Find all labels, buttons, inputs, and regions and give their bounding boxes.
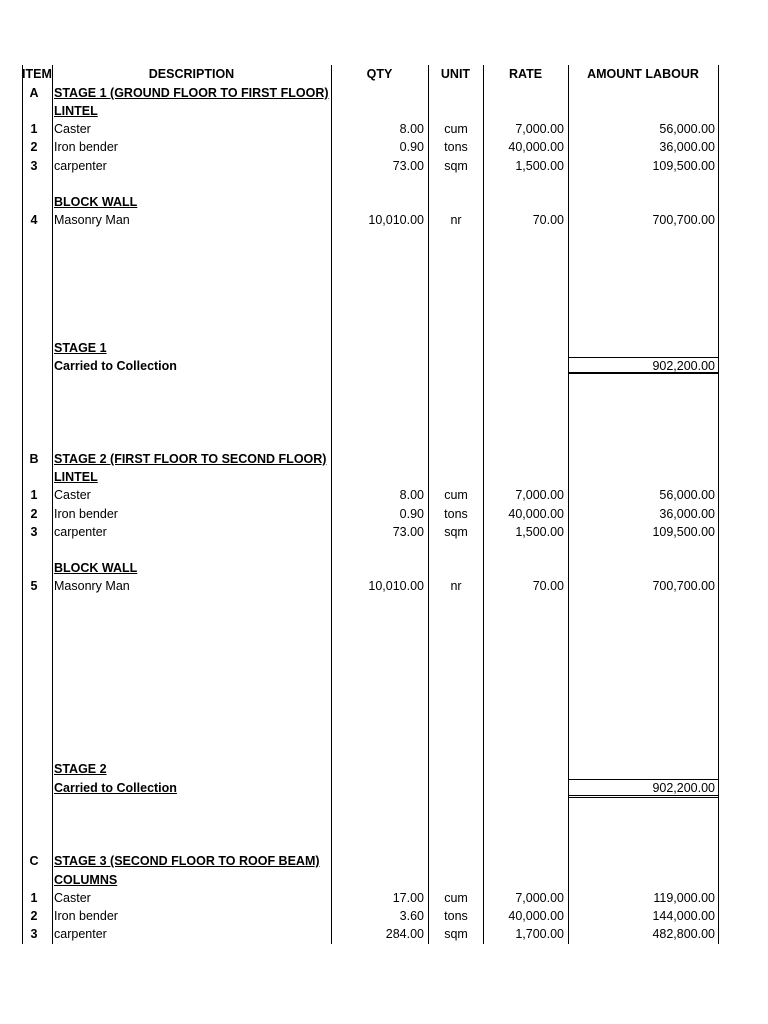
stage2-letter: B xyxy=(29,452,39,466)
row-rate: 7,000.00 xyxy=(515,122,564,136)
row-item-number: 5 xyxy=(30,579,38,593)
stage2-lintel-heading-row xyxy=(0,468,768,486)
row-qty: 284.00 xyxy=(385,927,424,941)
row-qty: 73.00 xyxy=(392,159,424,173)
row-qty: 0.90 xyxy=(399,140,424,154)
row-amount: 700,700.00 xyxy=(652,213,715,227)
row-description: Caster xyxy=(54,891,91,905)
table-row xyxy=(0,120,768,138)
table-row xyxy=(0,907,768,925)
stage3-columns-heading: COLUMNS xyxy=(54,873,118,887)
row-amount: 56,000.00 xyxy=(659,122,715,136)
row-unit: sqm xyxy=(444,927,468,941)
row-description: Caster xyxy=(54,488,91,502)
row-qty: 10,010.00 xyxy=(368,579,424,593)
row-amount: 109,500.00 xyxy=(652,525,715,539)
table-row xyxy=(0,925,768,943)
stage2-title-row xyxy=(0,450,768,468)
table-row xyxy=(0,505,768,523)
stage1-block-heading: BLOCK WALL xyxy=(54,195,138,209)
row-amount: 56,000.00 xyxy=(659,488,715,502)
row-unit: sqm xyxy=(444,525,468,539)
row-rate: 1,700.00 xyxy=(515,927,564,941)
row-description: Masonry Man xyxy=(54,579,130,593)
row-description: Masonry Man xyxy=(54,213,130,227)
stage1-summary-label: STAGE 1 xyxy=(54,341,107,355)
row-description: Iron bender xyxy=(54,140,118,154)
row-unit: cum xyxy=(444,488,468,502)
row-description: carpenter xyxy=(54,525,107,539)
row-qty: 17.00 xyxy=(392,891,424,905)
row-item-number: 3 xyxy=(30,159,38,173)
stage1-block-heading-row xyxy=(0,193,768,211)
row-rate: 40,000.00 xyxy=(508,909,564,923)
stage3-title-row xyxy=(0,852,768,870)
row-description: Iron bender xyxy=(54,909,118,923)
header-item: ITEM xyxy=(22,67,52,81)
table-row xyxy=(0,138,768,156)
row-description: Iron bender xyxy=(54,507,118,521)
row-amount: 700,700.00 xyxy=(652,579,715,593)
stage2-block-heading-row xyxy=(0,559,768,577)
row-amount: 482,800.00 xyxy=(652,927,715,941)
row-qty: 10,010.00 xyxy=(368,213,424,227)
row-description: carpenter xyxy=(54,159,107,173)
row-item-number: 2 xyxy=(30,909,38,923)
stage2-carried-label: Carried to Collection xyxy=(54,781,177,795)
row-item-number: 1 xyxy=(30,891,38,905)
row-amount: 36,000.00 xyxy=(659,140,715,154)
row-unit: tons xyxy=(444,140,468,154)
stage1-letter: A xyxy=(29,86,39,100)
row-item-number: 1 xyxy=(30,488,38,502)
row-rate: 7,000.00 xyxy=(515,891,564,905)
stage1-lintel-heading: LINTEL xyxy=(54,104,98,118)
table-row xyxy=(0,157,768,175)
table-row xyxy=(0,486,768,504)
row-rate: 40,000.00 xyxy=(508,140,564,154)
row-amount: 144,000.00 xyxy=(652,909,715,923)
stage2-summary-label: STAGE 2 xyxy=(54,762,107,776)
row-item-number: 2 xyxy=(30,140,38,154)
row-item-number: 3 xyxy=(30,525,38,539)
table-row xyxy=(0,577,768,595)
stage1-title: STAGE 1 (GROUND FLOOR TO FIRST FLOOR) xyxy=(54,86,329,100)
row-qty: 0.90 xyxy=(399,507,424,521)
row-item-number: 1 xyxy=(30,122,38,136)
row-unit: tons xyxy=(444,909,468,923)
row-rate: 70.00 xyxy=(532,213,564,227)
stage3-letter: C xyxy=(29,854,39,868)
header-unit: UNIT xyxy=(440,67,471,81)
stage2-lintel-heading: LINTEL xyxy=(54,470,98,484)
row-amount: 119,000.00 xyxy=(653,891,715,905)
stage1-carried-label: Carried to Collection xyxy=(54,359,177,373)
row-amount: 109,500.00 xyxy=(652,159,715,173)
row-item-number: 4 xyxy=(30,213,38,227)
stage1-summary-row xyxy=(0,339,768,357)
header-description: DESCRIPTION xyxy=(148,67,235,81)
table-row xyxy=(0,523,768,541)
row-unit: tons xyxy=(444,507,468,521)
row-unit: sqm xyxy=(444,159,468,173)
stage1-title-row xyxy=(0,84,768,102)
row-qty: 8.00 xyxy=(399,122,424,136)
stage3-title: STAGE 3 (SECOND FLOOR TO ROOF BEAM) xyxy=(54,854,320,868)
row-qty: 3.60 xyxy=(399,909,424,923)
row-rate: 40,000.00 xyxy=(508,507,564,521)
stage3-columns-heading-row xyxy=(0,871,768,889)
stage2-block-heading: BLOCK WALL xyxy=(54,561,138,575)
row-qty: 8.00 xyxy=(399,488,424,502)
header-rate: RATE xyxy=(508,67,543,81)
header-amount: AMOUNT LABOUR xyxy=(587,67,699,81)
row-rate: 70.00 xyxy=(532,579,564,593)
row-item-number: 3 xyxy=(30,927,38,941)
row-amount: 36,000.00 xyxy=(659,507,715,521)
row-unit: cum xyxy=(444,122,468,136)
row-unit: nr xyxy=(450,579,462,593)
row-rate: 1,500.00 xyxy=(515,525,564,539)
table-row xyxy=(0,211,768,229)
stage2-title: STAGE 2 (FIRST FLOOR TO SECOND FLOOR) xyxy=(54,452,327,466)
row-description: carpenter xyxy=(54,927,107,941)
stage1-lintel-heading-row xyxy=(0,102,768,120)
row-rate: 1,500.00 xyxy=(515,159,564,173)
header-qty: QTY xyxy=(366,67,393,81)
stage2-summary-row xyxy=(0,760,768,778)
row-unit: cum xyxy=(444,891,468,905)
row-item-number: 2 xyxy=(30,507,38,521)
stage1-total: 902,200.00 xyxy=(569,357,719,374)
row-unit: nr xyxy=(450,213,462,227)
row-qty: 73.00 xyxy=(392,525,424,539)
table-row xyxy=(0,889,768,907)
row-rate: 7,000.00 xyxy=(515,488,564,502)
stage2-total: 902,200.00 xyxy=(569,779,719,798)
row-description: Caster xyxy=(54,122,91,136)
